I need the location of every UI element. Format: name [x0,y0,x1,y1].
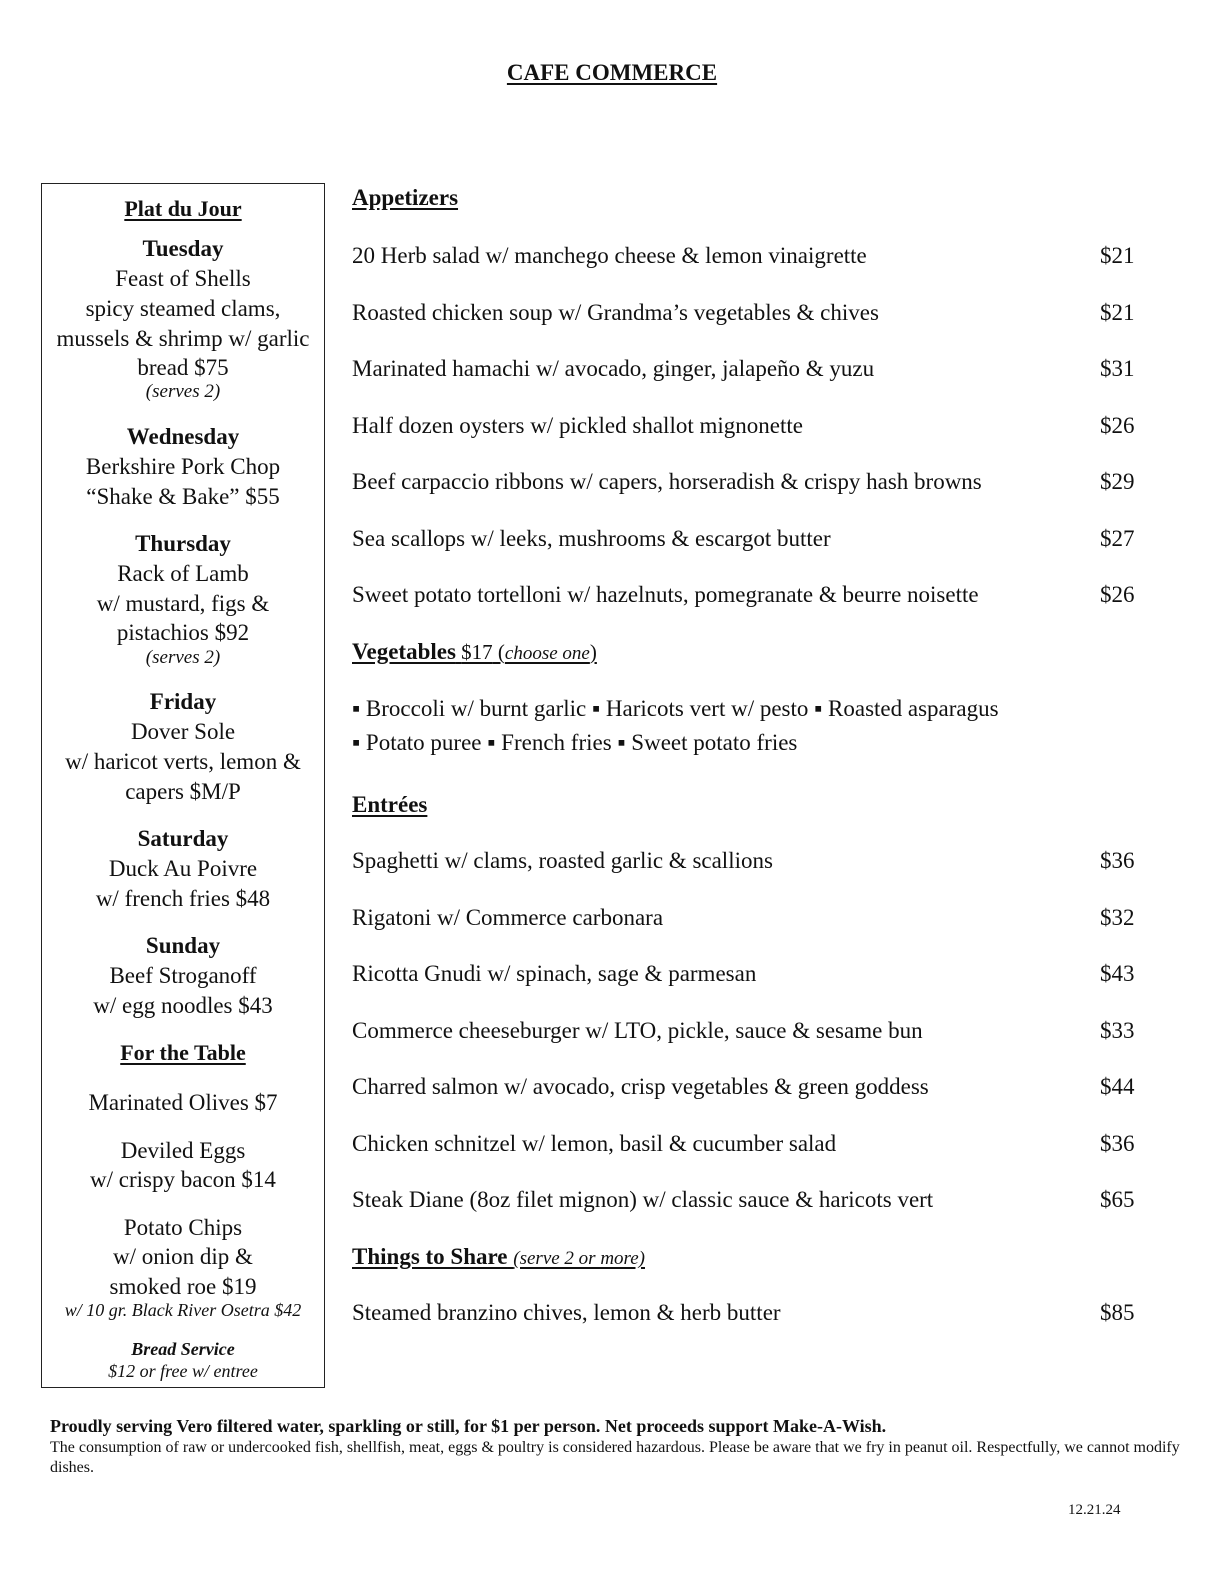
menu-date: 12.21.24 [1068,1502,1121,1518]
wednesday-line: Berkshire Pork Chop [85,454,281,479]
menu-item-price: $26 [1100,412,1135,438]
menu-item-name: Steamed branzino chives, lemon & herb butter [352,1300,781,1325]
menu-item-price: $44 [1100,1074,1135,1099]
tuesday-line: spicy steamed clams, [85,296,281,321]
menu-item-name: Charred salmon w/ avocado, crisp vegetables & green goddess [352,1074,929,1099]
plat-du-jour-heading: Plat du Jour [124,196,242,221]
table-item-olives: Marinated Olives $7 [88,1090,278,1115]
table-item-chips: Potato Chips [123,1215,243,1240]
bread-service-heading: Bread Service [131,1339,235,1359]
vegetables-heading [352,639,597,665]
bread-service-note: $12 or free w/ entree [108,1361,258,1381]
menu-item-price: $31 [1100,356,1135,381]
menu-item-name: 20 Herb salad w/ manchego cheese & lemon vinaigrette [352,243,867,268]
caviar-note: w/ 10 gr. Black River Osetra $42 [64,1300,302,1320]
menu-item-name: Marinated hamachi w/ avocado, ginger, jalapeño & yuzu [352,356,875,381]
friday-line: w/ haricot verts, lemon & [65,749,301,774]
menu-item-price: $36 [1100,848,1135,873]
things-to-share-note: (serve 2 or more) [513,1248,645,1269]
menu-item-price: $27 [1100,525,1135,551]
thursday-line: Rack of Lamb [117,561,249,586]
tuesday-note: (serves 2) [145,381,221,402]
friday-line: Dover Sole [130,719,236,744]
day-thursday: Thursday [135,531,231,556]
things-to-share-title: Things to Share [352,1244,508,1269]
health-disclaimer: The consumption of raw or undercooked fish, shellfish, meat, eggs & poultry is considered hazardous. Please be aware that we fry in peanut oil. Respectfully, we cannot modify dishes. [50,1439,1180,1476]
menu-item-price: $21 [1100,299,1135,325]
day-sunday: Sunday [145,933,221,958]
sunday-line: w/ egg noodles $43 [93,993,273,1018]
tuesday-line: Feast of Shells [115,266,251,291]
sunday-line: Beef Stroganoff [109,963,257,988]
menu-item-name: Sweet potato tortelloni w/ hazelnuts, pomegranate & beurre noisette [352,582,979,607]
thursday-note: (serves 2) [145,647,221,668]
menu-item-name: Spaghetti w/ clams, roasted garlic & scallions [352,848,773,873]
wednesday-line: “Shake & Bake” $55 [86,484,280,509]
table-item-eggs: w/ crispy bacon $14 [90,1167,276,1192]
menu-item-name: Steak Diane (8oz filet mignon) w/ classic sauce & haricots vert [352,1187,934,1212]
menu-item-name: Roasted chicken soup w/ Grandma’s vegetables & chives [352,299,879,325]
entrees-heading: Entrées [352,792,428,817]
menu-item-price: $43 [1100,961,1135,986]
menu-item-name: Ricotta Gnudi w/ spinach, sage & parmesan [352,961,757,986]
menu-item-price: $33 [1100,1017,1135,1043]
menu-item-name: Rigatoni w/ Commerce carbonara [352,904,664,930]
things-to-share-heading [352,1244,645,1270]
vegetables-title: Vegetables [352,639,456,664]
menu-item-price: $36 [1100,1130,1135,1156]
menu-item-name: Half dozen oysters w/ pickled shallot mignonette [352,412,803,438]
friday-line: capers $M/P [125,779,241,804]
vegetables-note: choose one [504,643,590,664]
saturday-line: Duck Au Poivre [108,856,258,881]
day-tuesday: Tuesday [142,236,224,261]
day-friday: Friday [149,689,217,714]
plat-du-jour-box [41,183,325,1388]
menu-item-price: $26 [1100,582,1135,607]
menu-item-price: $29 [1100,469,1135,494]
thursday-line: w/ mustard, figs & [96,591,270,616]
table-item-chips: w/ onion dip & [113,1244,253,1269]
vegetables-line: ▪ Broccoli w/ burnt garlic ▪ Haricots vert w/ pesto ▪ Roasted asparagus [352,696,999,721]
tuesday-line: bread $75 [137,355,229,380]
table-item-chips: smoked roe $19 [109,1274,257,1299]
vegetables-line: ▪ Potato puree ▪ French fries ▪ Sweet potato fries [352,730,798,755]
menu-item-name: Commerce cheeseburger w/ LTO, pickle, sauce & sesame bun [352,1017,923,1043]
saturday-line: w/ french fries $48 [95,886,271,911]
for-the-table-heading: For the Table [120,1040,246,1065]
page-title: CAFE COMMERCE [506,60,718,85]
menu-item-name: Beef carpaccio ribbons w/ capers, horseradish & crispy hash browns [352,469,982,494]
menu-item-price: $32 [1100,904,1135,930]
tuesday-line: mussels & shrimp w/ garlic [56,326,310,351]
day-saturday: Saturday [137,826,229,851]
vegetables-price: $17 [461,640,493,664]
appetizers-heading: Appetizers [352,185,459,210]
water-notice: Proudly serving Vero filtered water, sparkling or still, for $1 per person. Net proceeds support Make-A-Wish. [50,1416,887,1436]
menu-item-name: Sea scallops w/ leeks, mushrooms & escargot butter [352,525,831,551]
vegetables-price-wrap: $17 (choose one) [461,640,597,664]
menu-item-name: Chicken schnitzel w/ lemon, basil & cucumber salad [352,1130,837,1156]
menu-item-price: $21 [1100,243,1135,268]
menu-item-price: $65 [1100,1187,1135,1212]
menu-item-price: $85 [1100,1300,1135,1325]
day-wednesday: Wednesday [126,424,240,449]
table-item-eggs: Deviled Eggs [120,1138,246,1163]
thursday-line: pistachios $92 [116,620,250,645]
